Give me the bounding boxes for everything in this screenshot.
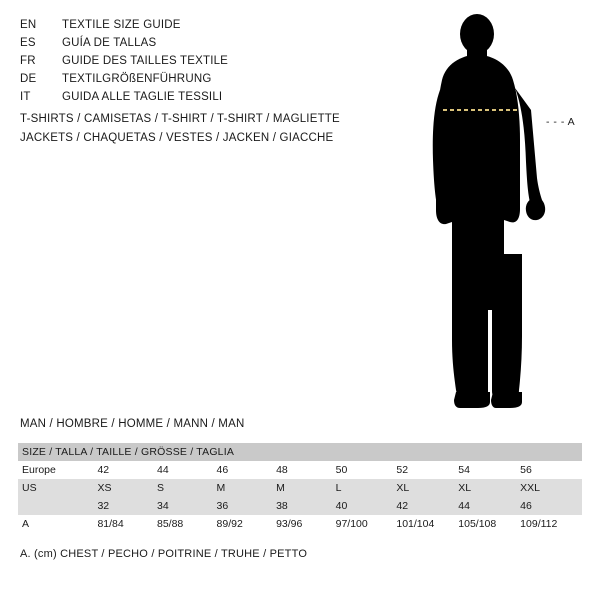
cell: 48 bbox=[276, 461, 336, 479]
cell: 36 bbox=[217, 497, 277, 515]
cell: 93/96 bbox=[276, 515, 336, 533]
category-list bbox=[20, 110, 420, 148]
row-label: US bbox=[18, 479, 97, 497]
cell: 34 bbox=[157, 497, 217, 515]
table-row bbox=[18, 479, 582, 497]
language-row bbox=[20, 34, 400, 52]
cell: 44 bbox=[458, 497, 520, 515]
table-header-label: SIZE / TALLA / TAILLE / GRÖSSE / TAGLIA bbox=[18, 443, 582, 461]
language-row bbox=[20, 52, 400, 70]
cell: XL bbox=[396, 479, 458, 497]
footnote: A. (cm) CHEST / PECHO / POITRINE / TRUHE / PETTO bbox=[20, 548, 308, 560]
cell: 50 bbox=[336, 461, 397, 479]
cell: 81/84 bbox=[97, 515, 157, 533]
row-label bbox=[18, 497, 97, 515]
language-row bbox=[20, 70, 400, 88]
cell: 97/100 bbox=[336, 515, 397, 533]
language-text: GUIDA ALLE TAGLIE TESSILI bbox=[62, 91, 223, 103]
table-row bbox=[18, 497, 582, 515]
category-line-jackets: JACKETS / CHAQUETAS / VESTES / JACKEN / GIACCHE bbox=[20, 132, 334, 144]
language-code: DE bbox=[20, 73, 37, 85]
size-table bbox=[18, 443, 582, 533]
cell: 42 bbox=[97, 461, 157, 479]
table-row bbox=[18, 461, 582, 479]
language-list bbox=[20, 16, 400, 106]
cell: XS bbox=[97, 479, 157, 497]
cell: 54 bbox=[458, 461, 520, 479]
language-row bbox=[20, 16, 400, 34]
language-code: FR bbox=[20, 55, 36, 67]
cell: M bbox=[217, 479, 277, 497]
row-label: Europe bbox=[18, 461, 97, 479]
chest-callout-label bbox=[546, 116, 575, 128]
man-silhouette-figure bbox=[400, 10, 600, 410]
cell: 46 bbox=[520, 497, 582, 515]
cell: 52 bbox=[396, 461, 458, 479]
language-code: EN bbox=[20, 19, 37, 31]
language-text: TEXTILGRÖßENFÜHRUNG bbox=[62, 73, 212, 85]
cell: 42 bbox=[396, 497, 458, 515]
language-text: GUIDE DES TAILLES TEXTILE bbox=[62, 55, 229, 67]
table-row bbox=[18, 515, 582, 533]
cell: 46 bbox=[217, 461, 277, 479]
cell: 38 bbox=[276, 497, 336, 515]
silhouette-icon bbox=[400, 10, 600, 410]
language-code: ES bbox=[20, 37, 36, 49]
table-header-row bbox=[18, 443, 582, 461]
table-title: MAN / HOMBRE / HOMME / MANN / MAN bbox=[20, 418, 245, 430]
cell: 105/108 bbox=[458, 515, 520, 533]
row-label: A bbox=[18, 515, 97, 533]
cell: S bbox=[157, 479, 217, 497]
cell: 89/92 bbox=[217, 515, 277, 533]
cell: XL bbox=[458, 479, 520, 497]
language-row bbox=[20, 88, 400, 106]
cell: 85/88 bbox=[157, 515, 217, 533]
cell: 109/112 bbox=[520, 515, 582, 533]
cell: M bbox=[276, 479, 336, 497]
category-line-tshirts: T-SHIRTS / CAMISETAS / T-SHIRT / T-SHIRT / MAGLIETTE bbox=[20, 113, 340, 125]
cell: 56 bbox=[520, 461, 582, 479]
cell: L bbox=[336, 479, 397, 497]
language-code: IT bbox=[20, 91, 31, 103]
cell: 32 bbox=[97, 497, 157, 515]
cell: 44 bbox=[157, 461, 217, 479]
cell: 40 bbox=[336, 497, 397, 515]
language-text: GUÍA DE TALLAS bbox=[62, 37, 157, 49]
callout-letter: A bbox=[567, 116, 576, 128]
cell: 101/104 bbox=[396, 515, 458, 533]
callout-dashes: - - - bbox=[546, 116, 565, 128]
language-text: TEXTILE SIZE GUIDE bbox=[62, 19, 181, 31]
cell: XXL bbox=[520, 479, 582, 497]
